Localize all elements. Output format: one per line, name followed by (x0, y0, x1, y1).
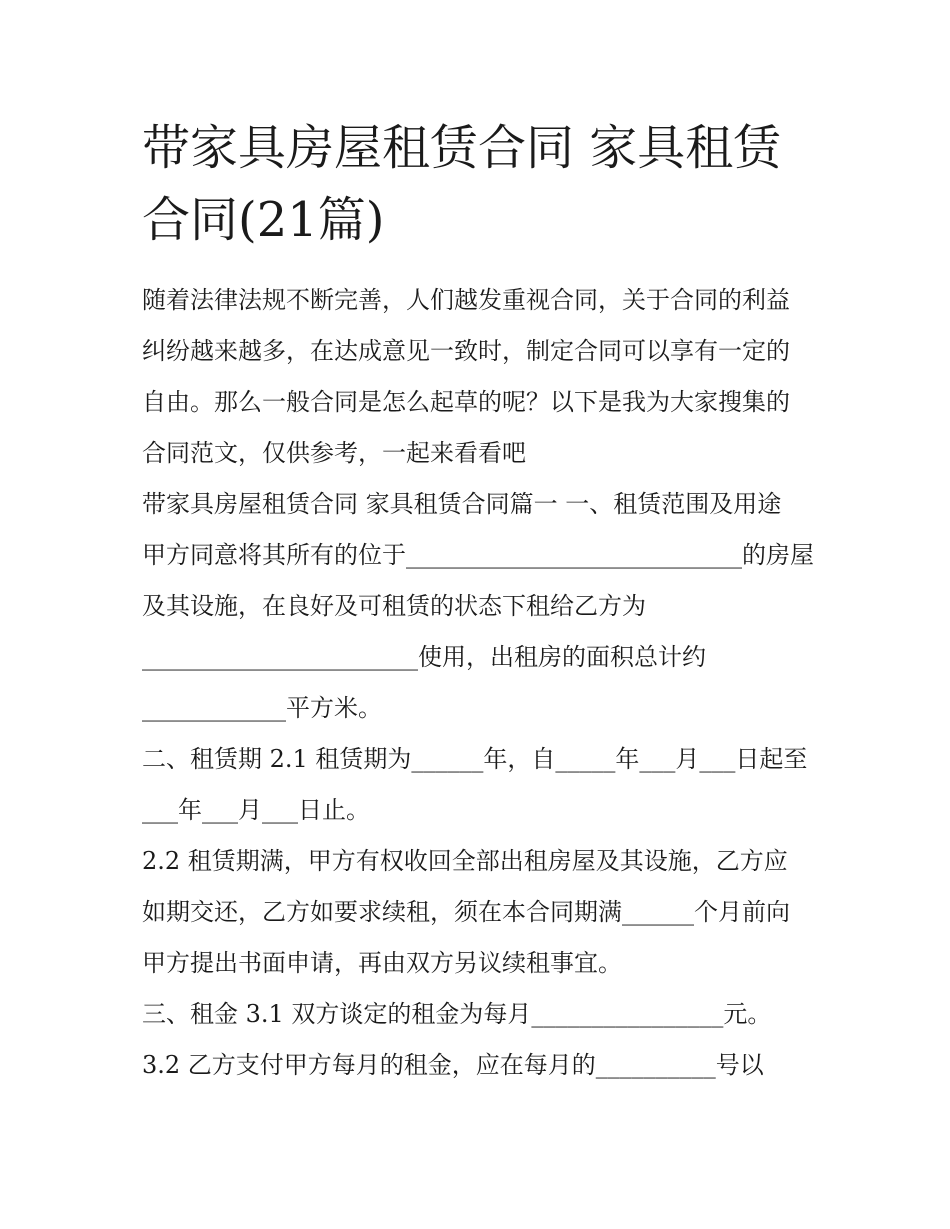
document-title (142, 112, 822, 256)
body-line: 如期交还，乙方如要求续租，须在本合同期满______个月前向 (142, 898, 790, 926)
body-line: 3.2 乙方支付甲方每月的租金，应在每月的__________号以 (142, 1051, 764, 1079)
body-line: 2.2 租赁期满，甲方有权收回全部出租房屋及其设施，乙方应 (142, 847, 788, 875)
body-line: _______________________使用，出租房的面积总计约 (142, 643, 706, 671)
title-line-2: 合同(21篇) (142, 192, 385, 248)
body-line: 合同范文，仅供参考，一起来看看吧 (142, 439, 526, 467)
body-line: 随着法律法规不断完善，人们越发重视合同，关于合同的利益 (142, 286, 790, 314)
body-line: 带家具房屋租赁合同 家具租赁合同篇一 一、租赁范围及用途 (142, 490, 782, 518)
document-body (142, 275, 822, 1091)
body-line: 自由。那么一般合同是怎么起草的呢？以下是我为大家搜集的 (142, 388, 790, 416)
title-line-1: 带家具房屋租赁合同 家具租赁 (142, 120, 782, 176)
body-line: 及其设施，在良好及可租赁的状态下租给乙方为 (142, 592, 646, 620)
body-line: 三、租金 3.1 双方谈定的租金为每月________________元。 (142, 1000, 772, 1028)
body-line: ____________平方米。 (142, 694, 382, 722)
body-line: 纠纷越来越多，在达成意见一致时，制定合同可以享有一定的 (142, 337, 790, 365)
body-line: ___年___月___日止。 (142, 796, 370, 824)
body-line: 甲方提出书面申请，再由双方另议续租事宜。 (142, 949, 622, 977)
body-line: 甲方同意将其所有的位于____________________________的房屋 (142, 541, 814, 569)
body-line: 二、租赁期 2.1 租赁期为______年，自_____年___月___日起至 (142, 745, 808, 773)
